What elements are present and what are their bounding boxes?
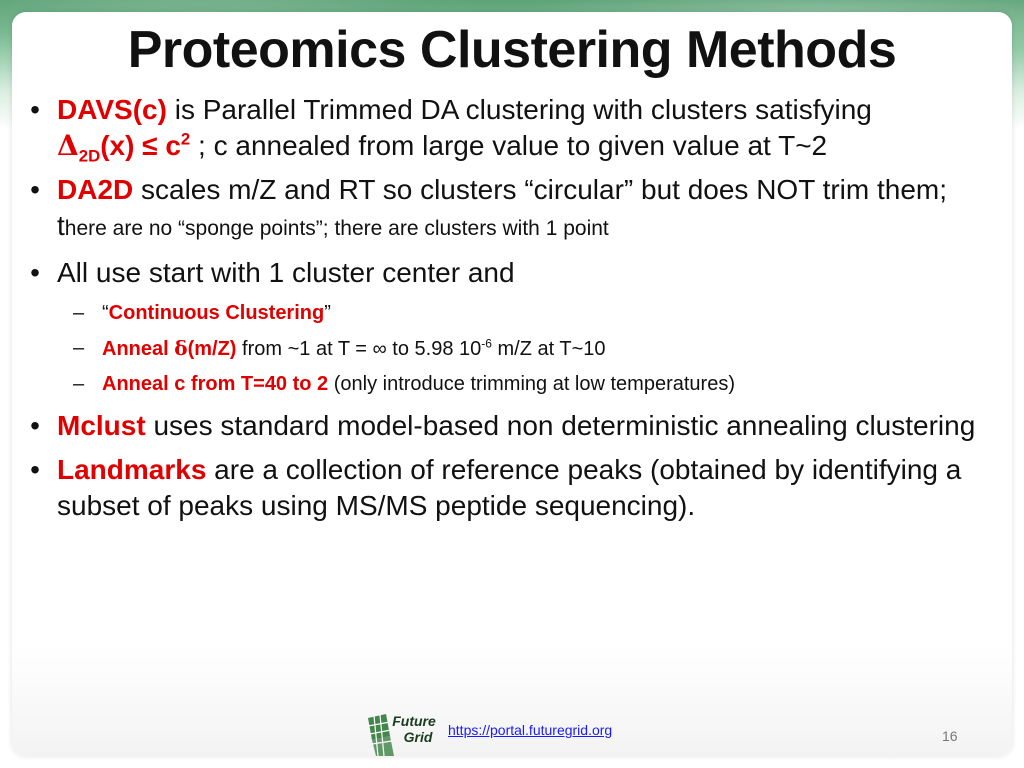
slide-title: Proteomics Clustering Methods bbox=[127, 21, 897, 79]
term-anneal-c: Anneal c from T=40 to 2 bbox=[102, 373, 329, 395]
subbullet-anneal-c bbox=[20, 370, 1000, 398]
term-mclust: Mclust bbox=[57, 410, 146, 441]
subbullet-anneal-delta bbox=[20, 334, 1000, 363]
anneal-range-text: from ~1 at T = ∞ to 5.98 10 bbox=[236, 338, 482, 360]
bullet-all-use bbox=[20, 255, 1000, 291]
davs-description: is Parallel Trimmed DA clustering with clusters satisfying bbox=[166, 94, 872, 125]
grid-logo-icon bbox=[364, 706, 440, 758]
exponent: -6 bbox=[481, 336, 492, 351]
davs-condition-exponent: 2 bbox=[180, 129, 191, 149]
page-number: 16 bbox=[942, 728, 958, 744]
davs-annealing-text: ; c annealed from large value to given value at T~2 bbox=[190, 130, 828, 161]
close-quote: ” bbox=[324, 302, 331, 324]
bullet-marker: • bbox=[30, 94, 40, 125]
term-davs: DAVS(c) bbox=[57, 94, 167, 125]
dash-marker: – bbox=[73, 302, 85, 324]
mclust-description: uses standard model-based non deterministic annealing clustering bbox=[145, 410, 976, 441]
bullet-marker: • bbox=[30, 174, 40, 205]
davs-condition: (x) ≤ c bbox=[100, 130, 181, 161]
term-landmarks: Landmarks bbox=[57, 454, 207, 485]
term-da2d: DA2D bbox=[57, 174, 134, 205]
term-mz: (m/Z) bbox=[187, 338, 237, 360]
da2d-description: scales m/Z and RT so clusters “circular” but does NOT trim them; t bbox=[57, 174, 948, 241]
bullet-da2d bbox=[20, 172, 1000, 247]
landmarks-description: are a collection of reference peaks (obtained by identifying a subset of peaks using MS/MS peptide sequencing). bbox=[57, 454, 962, 521]
slide-content bbox=[20, 92, 1000, 532]
futuregrid-logo bbox=[364, 706, 440, 758]
bullet-mclust bbox=[20, 408, 1000, 444]
dash-marker: – bbox=[73, 337, 85, 359]
bullet-marker: • bbox=[30, 410, 40, 441]
logo-text-grid: Grid bbox=[403, 729, 433, 745]
term-anneal: Anneal bbox=[102, 338, 175, 360]
dash-marker: – bbox=[73, 373, 85, 395]
bullet-marker: • bbox=[30, 257, 40, 288]
anneal-c-note: (only introduce trimming at low temperatures) bbox=[328, 373, 735, 395]
delta-subscript: 2D bbox=[78, 146, 101, 166]
portal-link[interactable]: https://portal.futuregrid.org bbox=[448, 722, 613, 738]
anneal-range-tail: m/Z at T~10 bbox=[491, 338, 606, 360]
open-quote: “ bbox=[102, 302, 109, 324]
logo-text-future: Future bbox=[392, 713, 436, 729]
bullet-landmarks bbox=[20, 452, 1000, 524]
bullet-davs bbox=[20, 92, 1000, 164]
da2d-note: here are no “sponge points”; there are clusters with 1 point bbox=[64, 217, 609, 240]
subbullet-continuous bbox=[20, 299, 1000, 327]
small-delta-symbol: δ bbox=[174, 336, 188, 360]
term-continuous-clustering: Continuous Clustering bbox=[108, 302, 325, 324]
delta-symbol: Δ bbox=[57, 129, 79, 162]
bullet-marker: • bbox=[30, 454, 40, 485]
all-use-text: All use start with 1 cluster center and bbox=[57, 257, 515, 288]
